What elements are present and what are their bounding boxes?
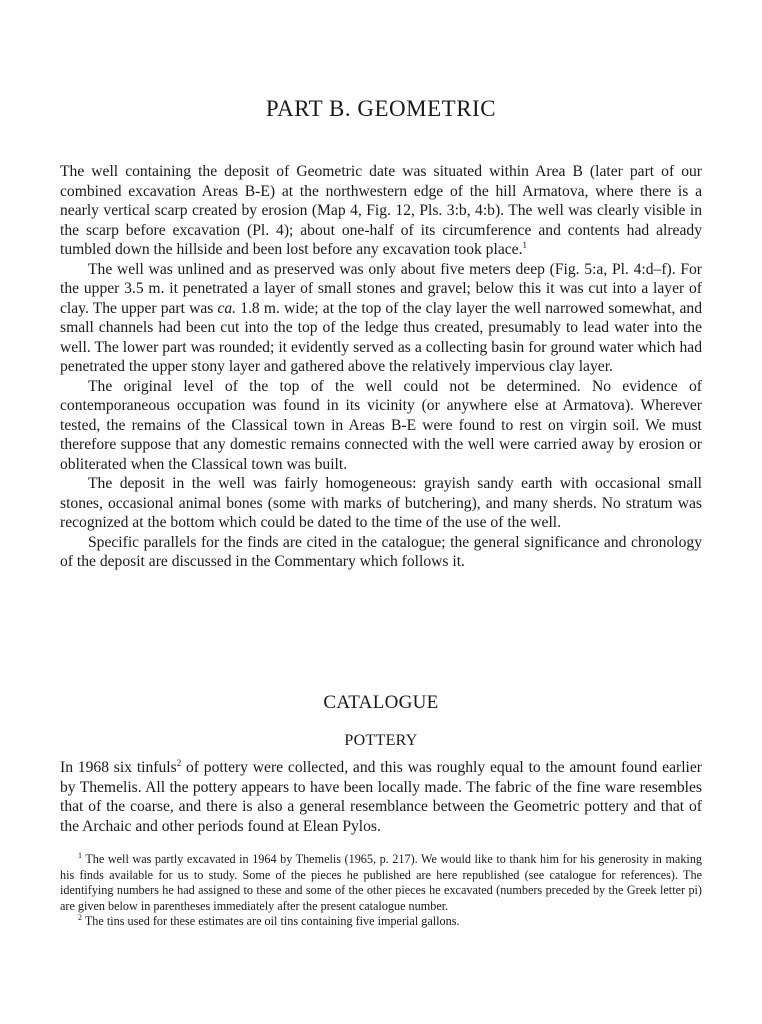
- pottery-text-a: In 1968 six tinfuls: [60, 759, 177, 776]
- paragraph-2-text-b: 1.8 m. wide; at the top of the clay layer the well narrowed somewhat, and small channels had been cut into the top of the ledge thus created, presumably to lead water into the well. The lower part was rounded; it evidently served as a collecting basin for ground water which had penetrated the upper stony layer and gathered above the relatively impervious clay layer.: [60, 299, 703, 375]
- footnote-1: [60, 852, 702, 914]
- footnote-ref-1[interactable]: 1: [522, 239, 527, 250]
- paragraph-5: Specific parallels for the finds are cited in the catalogue; the general significance and chronology of the deposit are discussed in the Commentary which follows it.: [60, 533, 702, 570]
- pottery-text-b: of pottery were collected, and this was roughly equal to the amount found earlier by Themelis. All the pottery appears to have been locally made. The fabric of the fine ware resembles that of the coarse, and there is also a general resemblance between the Geometric pottery and that of the Archaic and other periods found at Elean Pylos.: [60, 759, 702, 835]
- intro-section: [60, 162, 702, 572]
- footnote-2-mark: 2: [78, 913, 82, 923]
- pottery-heading: POTTERY: [344, 732, 418, 749]
- footnote-1-text: The well was partly excavated in 1964 by Themelis (1965, p. 217). We would like to thank him for his generosity in making his finds available for us to study. Some of the pieces he published are here republished (see catalogue for references). The identifying numbers he had assigned to these and some of the other pieces he excavated (numbers preceded by the Greek letter pi) are given below in parentheses immediately after the present catalogue number.: [60, 852, 703, 913]
- footnote-ref-2[interactable]: 2: [176, 757, 182, 768]
- paragraph-1: [60, 162, 702, 260]
- catalogue-heading: CATALOGUE: [323, 692, 439, 713]
- paragraph-2-ca: ca.: [217, 299, 237, 317]
- footnote-1-mark: 1: [78, 850, 82, 860]
- footnote-2: [60, 914, 702, 930]
- paragraph-1-text: The well containing the deposit of Geometric date was situated within Area B (later part of our combined excavation Areas B-E) at the northwestern edge of the hill Armatova, where there is a nearly vertical scarp created by erosion (Map 4, Fig. 12, Pls. 3:b, 4:b). The well was clearly visible in the scarp before excavation (Pl. 4); about one-half of its circumference and contents had already tumbled down the hillside and been lost before any excavation took place.: [60, 163, 702, 258]
- paragraph-4: The deposit in the well was fairly homogeneous: grayish sandy earth with occasional small stones, occasional animal bones (some with marks of butchering), and many sherds. No stratum was recognized at the bottom which could be dated to the time of the use of the well.: [60, 475, 702, 531]
- paragraph-2-text-a: The well was unlined and as preserved was only about five meters deep (Fig. 5:a, Pl. 4:d–f). For the upper 3.5 m. it penetrated a layer of small stones and gravel; below this it was cut into a layer of clay. The upper part was: [60, 260, 702, 317]
- footnotes: [60, 852, 702, 930]
- paragraph-2: [60, 260, 702, 377]
- part-title: PART B. GEOMETRIC: [265, 96, 497, 121]
- document-page: [60, 0, 702, 1024]
- pottery-paragraph: [60, 758, 702, 836]
- footnote-2-text: The tins used for these estimates are oil tins containing five imperial gallons.: [84, 914, 460, 929]
- paragraph-3: The original level of the top of the well could not be determined. No evidence of contemporaneous occupation was found in its vicinity (or anywhere else at Armatova). Wherever tested, the remains of the Classical town in Areas B-E were found to rest on virgin soil. We must therefore suppose that any domestic remains connected with the well were carried away by erosion or obliterated when the Classical town was built.: [60, 377, 702, 473]
